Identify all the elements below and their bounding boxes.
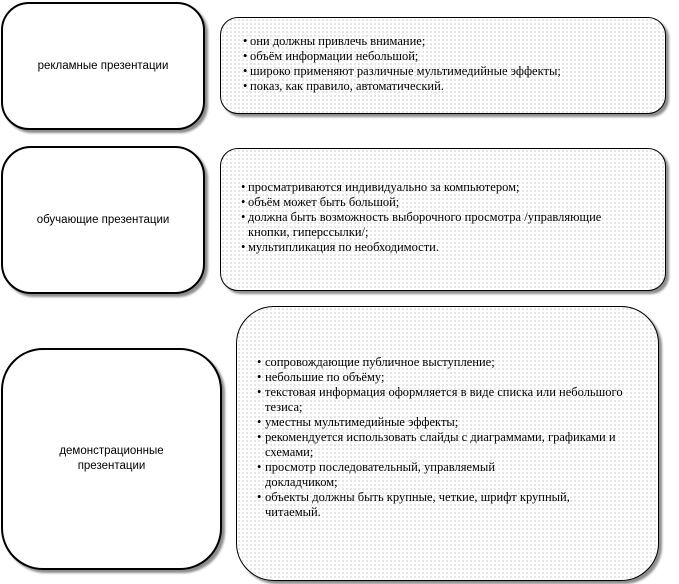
list-item: • показ, как правило, автоматический.: [243, 79, 665, 94]
list-item: • просмотр последовательный, управляемый докладчиком;: [257, 460, 565, 490]
list-item: • должна быть возможность выборочного просмотра /управляющие кнопки, гиперссылки/;: [241, 210, 608, 240]
educational-features-list: [241, 180, 665, 255]
advertising-presentations-label: рекламные презентации: [37, 59, 169, 72]
list-item: • небольшие по объёму;: [257, 370, 627, 385]
educational-features-box: [220, 148, 666, 291]
list-item: • объём информации небольшой;: [243, 49, 665, 64]
list-item: • уместны мультимедийные эффекты;: [257, 415, 627, 430]
list-item: • они должны привлечь внимание;: [243, 34, 665, 49]
demonstration-presentations-box: [1, 348, 222, 570]
demonstration-presentations-label: демонстрационные презентации: [59, 445, 164, 472]
list-item: • рекомендуется использовать слайды с диаграммами, графиками и схемами;: [257, 430, 627, 460]
advertising-presentations-box: [1, 2, 205, 130]
list-item: • объём может быть большой;: [241, 195, 665, 210]
demonstration-features-box: [236, 306, 659, 581]
list-item: • текстовая информация оформляется в виде списка или небольшого тезиса;: [257, 385, 627, 415]
demonstration-features-list: [257, 355, 627, 520]
advertising-features-box: [220, 17, 666, 114]
educational-presentations-box: [1, 146, 205, 294]
list-item: • мультипликация по необходимости.: [241, 240, 665, 255]
list-item: • широко применяют различные мультимедийные эффекты;: [243, 64, 665, 79]
educational-presentations-label: обучающие презентации: [36, 213, 170, 226]
advertising-features-list: [243, 34, 665, 94]
list-item: • объекты должны быть крупные, четкие, шрифт крупный, читаемый.: [257, 490, 595, 520]
list-item: • сопровождающие публичное выступление;: [257, 355, 627, 370]
list-item: • просматриваются индивидуально за компьютером;: [241, 180, 665, 195]
